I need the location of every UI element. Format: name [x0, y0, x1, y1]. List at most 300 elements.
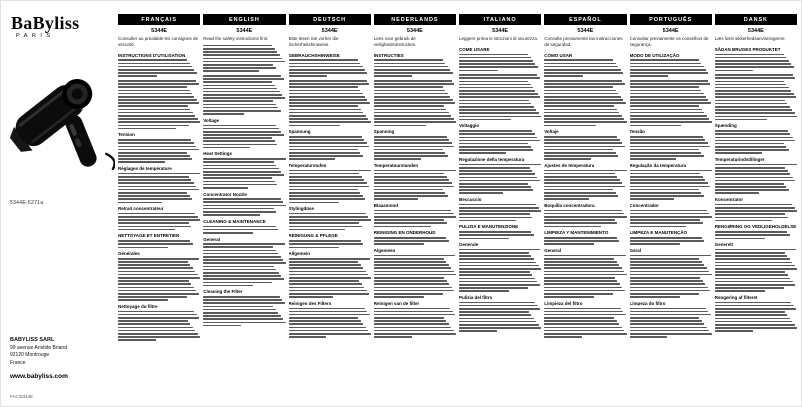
text-line: [630, 333, 712, 335]
text-line: [203, 187, 247, 189]
section-heading: SÅDAN BRUGES PRODUKTET: [714, 46, 781, 52]
text-line: [374, 317, 444, 319]
text-line: [203, 184, 277, 186]
text-line: [715, 119, 767, 121]
text-line: [459, 177, 537, 179]
section-heading: Spænding: [714, 123, 737, 129]
text-line: [544, 90, 616, 92]
model-number: 5344E: [321, 28, 338, 34]
language-column-portugues: [630, 14, 712, 401]
text-line: [203, 131, 281, 133]
text-line: [203, 88, 277, 90]
text-line: [374, 118, 454, 120]
text-line: [544, 170, 626, 172]
text-line: [544, 317, 614, 319]
text-line: [630, 336, 668, 338]
text-line: [118, 186, 196, 188]
language-column-italiano: [459, 14, 541, 401]
text-line: [544, 66, 618, 68]
text-line: [203, 306, 273, 308]
text-line: [289, 136, 362, 138]
text-line: [374, 173, 445, 175]
text-line: [203, 302, 284, 304]
text-line: [630, 186, 711, 188]
text-line: [715, 183, 784, 185]
text-line: [630, 323, 705, 325]
text-line: [459, 74, 537, 76]
text-section: [630, 163, 712, 200]
text-line: [630, 152, 702, 154]
text-line: [459, 112, 539, 114]
text-line: [203, 67, 275, 69]
section-heading: Tension: [118, 132, 135, 138]
company-name: BABYLISS SARL: [10, 337, 55, 344]
text-line: [544, 333, 626, 335]
text-section: [459, 295, 541, 332]
text-section: [715, 295, 797, 332]
text-line: [715, 262, 792, 264]
text-line: [544, 99, 623, 101]
text-section: [118, 251, 200, 301]
text-line: [459, 327, 541, 329]
text-section: [289, 53, 371, 77]
text-line: [289, 320, 361, 322]
text-line: [544, 327, 621, 329]
text-line: [715, 330, 753, 332]
text-line: [715, 77, 796, 79]
text-line: [715, 234, 790, 236]
text-line: [374, 155, 448, 157]
text-line: [459, 302, 535, 304]
text-line: [459, 81, 528, 83]
model-number: 5344E: [577, 28, 594, 34]
text-line: [289, 112, 364, 114]
text-line: [118, 271, 195, 273]
text-line: [715, 231, 787, 233]
text-line: [715, 149, 789, 151]
address-line-3: France: [10, 360, 26, 367]
text-line: [289, 219, 371, 221]
text-line: [544, 179, 620, 181]
text-line: [374, 216, 456, 218]
text-section: [374, 80, 456, 126]
text-line: [630, 192, 702, 194]
text-line: [459, 170, 532, 172]
text-line: [374, 105, 444, 107]
intro-text: Consulte previamente las instrucciones de seguridad.: [544, 36, 623, 47]
text-line: [203, 282, 272, 284]
text-section: [203, 151, 285, 188]
section-heading: Koncentrator: [714, 197, 744, 203]
text-line: [374, 308, 450, 310]
text-line: [374, 152, 446, 154]
text-line: [459, 70, 498, 72]
text-line: [203, 137, 272, 139]
text-line: [118, 299, 168, 301]
text-line: [544, 293, 613, 295]
text-line: [289, 142, 367, 144]
text-line: [203, 61, 284, 63]
text-line: [544, 63, 616, 65]
section-heading: Temperatuurstanden: [373, 162, 419, 168]
text-line: [715, 106, 790, 108]
text-line: [630, 296, 680, 298]
text-line: [459, 186, 531, 188]
text-line: [630, 155, 704, 157]
text-line: [203, 272, 279, 274]
text-line: [715, 213, 786, 215]
language-header: [203, 14, 285, 25]
text-line: [203, 262, 285, 264]
model-number: 5344E: [151, 28, 168, 34]
text-line: [374, 213, 454, 215]
text-section: [630, 301, 712, 338]
text-line: [630, 139, 706, 141]
text-line: [544, 80, 622, 82]
text-line: [118, 247, 168, 249]
text-line: [374, 283, 450, 285]
text-line: [459, 274, 532, 276]
text-section: [289, 206, 371, 230]
text-line: [630, 182, 708, 184]
text-line: [715, 143, 784, 145]
text-line: [544, 125, 596, 127]
section-heading: Blaasmond: [373, 202, 399, 208]
text-line: [459, 318, 534, 320]
text-line: [715, 87, 789, 89]
text-line: [544, 75, 583, 77]
text-line: [118, 155, 190, 157]
text-line: [544, 105, 614, 107]
text-section: [630, 129, 712, 160]
text-line: [118, 158, 192, 160]
text-section: [203, 289, 285, 326]
text-line: [118, 146, 196, 148]
text-line: [544, 118, 624, 120]
text-line: [630, 277, 701, 279]
section-heading: Voltaje: [544, 129, 559, 135]
text-line: [459, 281, 537, 283]
language-columns: [118, 14, 797, 401]
text-line: [715, 60, 789, 62]
text-line: [459, 87, 533, 89]
text-line: [715, 81, 784, 83]
text-line: [203, 177, 272, 179]
text-line: [118, 112, 193, 114]
text-line: [459, 84, 531, 86]
text-line: [118, 96, 194, 98]
text-line: [715, 173, 791, 175]
language-label: DANSK: [743, 16, 768, 23]
text-section: [715, 123, 797, 154]
text-line: [374, 277, 445, 279]
text-section: [544, 53, 626, 77]
text-section: [715, 74, 797, 120]
text-line: [374, 99, 453, 101]
section-heading: LIMPEZA E MANUTENÇÃO: [629, 230, 688, 236]
text-line: [544, 146, 625, 148]
intro-text: Læs først sikkerhedsanvisningerne.: [714, 36, 786, 41]
text-section: [203, 237, 285, 287]
text-line: [459, 278, 535, 280]
text-line: [544, 149, 613, 151]
text-line: [630, 320, 702, 322]
text-line: [715, 177, 793, 179]
body-text: [374, 51, 456, 401]
text-line: [630, 105, 700, 107]
text-line: [289, 66, 363, 68]
text-line: [118, 139, 191, 141]
text-line: [630, 69, 706, 71]
text-line: [203, 51, 277, 53]
text-line: [630, 66, 704, 68]
text-line: [374, 287, 452, 289]
text-section: [289, 163, 371, 203]
text-line: [289, 80, 367, 82]
text-line: [630, 261, 702, 263]
intro-text: Bitte lesen Sie vorher die Sicherheitshinweise.: [288, 36, 339, 47]
text-line: [544, 195, 618, 197]
text-line: [459, 183, 528, 185]
text-line: [289, 198, 365, 200]
section-heading: Generale: [459, 242, 479, 248]
body-text: [544, 51, 626, 401]
text-line: [118, 330, 195, 332]
text-line: [630, 213, 710, 215]
text-line: [374, 80, 452, 82]
hair-dryer-image: [1, 45, 115, 195]
text-line: [118, 202, 162, 204]
text-line: [203, 312, 278, 314]
text-line: [544, 115, 621, 117]
text-line: [289, 102, 370, 104]
text-line: [630, 267, 707, 269]
text-line: [203, 325, 241, 327]
text-line: [715, 170, 788, 172]
text-line: [118, 243, 193, 245]
text-line: [630, 72, 709, 74]
text-line: [374, 121, 456, 123]
text-line: [118, 128, 176, 130]
text-line: [374, 176, 447, 178]
text-section: [630, 203, 712, 227]
text-section: [374, 203, 456, 227]
language-header: [630, 14, 712, 25]
text-line: [203, 140, 275, 142]
text-line: [289, 336, 327, 338]
text-line: [544, 226, 601, 228]
section-heading: Retrait concentrateur: [118, 206, 164, 212]
text-line: [289, 109, 361, 111]
section-heading: General: [203, 236, 221, 242]
text-line: [118, 327, 193, 329]
text-line: [118, 258, 199, 260]
text-line: [118, 118, 198, 120]
text-line: [630, 210, 707, 212]
text-line: [289, 99, 368, 101]
section-heading: Pulizia del filtro: [459, 294, 493, 300]
text-section: [118, 166, 200, 203]
intro-text: Read the safety instructions first.: [203, 36, 269, 41]
language-label: ITALIANO: [483, 16, 517, 23]
text-line: [374, 69, 450, 71]
text-line: [118, 102, 199, 104]
section-heading: COME USARE: [459, 46, 490, 52]
text-line: [630, 243, 680, 245]
text-line: [374, 146, 455, 148]
section-heading: Nettoyage du filtre: [118, 303, 158, 309]
text-line: [374, 170, 456, 172]
website-url: www.babyliss.com: [10, 372, 68, 380]
text-line: [715, 284, 796, 286]
model-number: 5344E: [662, 28, 679, 34]
text-line: [630, 90, 702, 92]
text-line: [203, 54, 279, 56]
text-line: [203, 315, 280, 317]
text-line: [459, 284, 540, 286]
language-label: NEDERLANDS: [391, 16, 439, 23]
text-line: [203, 269, 276, 271]
text-line: [459, 149, 533, 151]
text-line: [118, 105, 188, 107]
text-line: [118, 66, 192, 68]
text-line: [715, 287, 784, 289]
text-line: [374, 210, 451, 212]
text-line: [374, 66, 448, 68]
text-line: [630, 237, 702, 239]
text-line: [118, 219, 200, 221]
text-line: [459, 116, 541, 118]
text-line: [203, 97, 284, 99]
text-line: [203, 266, 274, 268]
text-line: [715, 54, 784, 56]
text-line: [118, 80, 196, 82]
text-line: [544, 258, 614, 260]
text-line: [715, 133, 791, 135]
publisher-address: [10, 336, 68, 382]
text-line: [630, 142, 708, 144]
text-section: [118, 206, 200, 230]
text-line: [203, 100, 273, 102]
text-line: [289, 216, 369, 218]
text-section: [203, 118, 285, 149]
text-line: [374, 75, 413, 77]
section-heading: Beccuccio: [459, 197, 482, 203]
text-line: [715, 210, 797, 212]
text-line: [715, 100, 785, 102]
text-line: [203, 168, 279, 170]
section-heading: Spanning: [373, 129, 395, 135]
section-heading: GEBRAUCHSHINWEISE: [288, 52, 340, 58]
text-line: [374, 149, 443, 151]
text-line: [203, 144, 277, 146]
text-line: [374, 96, 450, 98]
text-line: [118, 179, 191, 181]
language-label: ESPAÑOL: [569, 16, 602, 23]
text-line: [715, 186, 787, 188]
text-line: [630, 311, 709, 313]
text-line: [118, 195, 190, 197]
text-line: [544, 189, 613, 191]
text-line: [203, 161, 274, 163]
text-line: [118, 90, 190, 92]
text-line: [715, 258, 790, 260]
section-heading: Geral: [629, 247, 642, 253]
text-line: [203, 70, 259, 72]
text-line: [203, 208, 274, 210]
text-section: [118, 53, 200, 77]
text-line: [459, 305, 538, 307]
text-line: [203, 201, 283, 203]
text-line: [459, 106, 534, 108]
text-line: [374, 330, 454, 332]
text-line: [203, 229, 278, 231]
text-line: [289, 280, 360, 282]
text-line: [630, 125, 682, 127]
text-line: [459, 234, 534, 236]
text-line: [544, 72, 623, 74]
text-line: [203, 128, 279, 130]
text-line: [544, 152, 616, 154]
text-line: [715, 220, 772, 222]
text-line: [374, 139, 450, 141]
text-line: [374, 261, 446, 263]
text-section: [715, 157, 797, 194]
text-line: [289, 72, 368, 74]
text-line: [289, 314, 370, 316]
text-line: [630, 216, 712, 218]
text-line: [630, 258, 700, 260]
text-line: [203, 174, 284, 176]
section-heading: Temperaturindstillinger: [714, 157, 765, 163]
section-heading: Generelt: [714, 242, 734, 248]
section-heading: Regolazione della temperatura: [459, 157, 525, 163]
section-heading: Temperaturstufen: [288, 162, 327, 168]
text-line: [118, 320, 188, 322]
language-column-espanol: [544, 14, 626, 401]
language-column-francais: [118, 14, 200, 401]
text-line: [715, 116, 797, 118]
text-line: [459, 180, 540, 182]
text-line: [630, 179, 706, 181]
text-line: [630, 226, 687, 228]
text-line: [289, 149, 358, 151]
text-line: [630, 290, 711, 292]
text-line: [459, 314, 531, 316]
text-line: [544, 255, 625, 257]
section-heading: Limpieza del filtro: [544, 300, 583, 306]
text-line: [544, 102, 625, 104]
text-line: [630, 96, 706, 98]
section-heading: General: [544, 247, 562, 253]
text-section: [374, 230, 456, 245]
text-line: [459, 231, 531, 233]
language-label: ENGLISH: [229, 16, 260, 23]
text-line: [289, 189, 358, 191]
text-line: [374, 142, 452, 144]
text-line: [459, 100, 529, 102]
text-line: [289, 243, 364, 245]
section-heading: Cleaning the Filter: [203, 289, 243, 295]
text-line: [715, 109, 792, 111]
text-line: [118, 152, 187, 154]
text-line: [544, 267, 621, 269]
text-line: [459, 207, 539, 209]
text-line: [289, 287, 365, 289]
text-line: [544, 109, 616, 111]
text-section: [544, 203, 626, 227]
text-line: [374, 59, 443, 61]
